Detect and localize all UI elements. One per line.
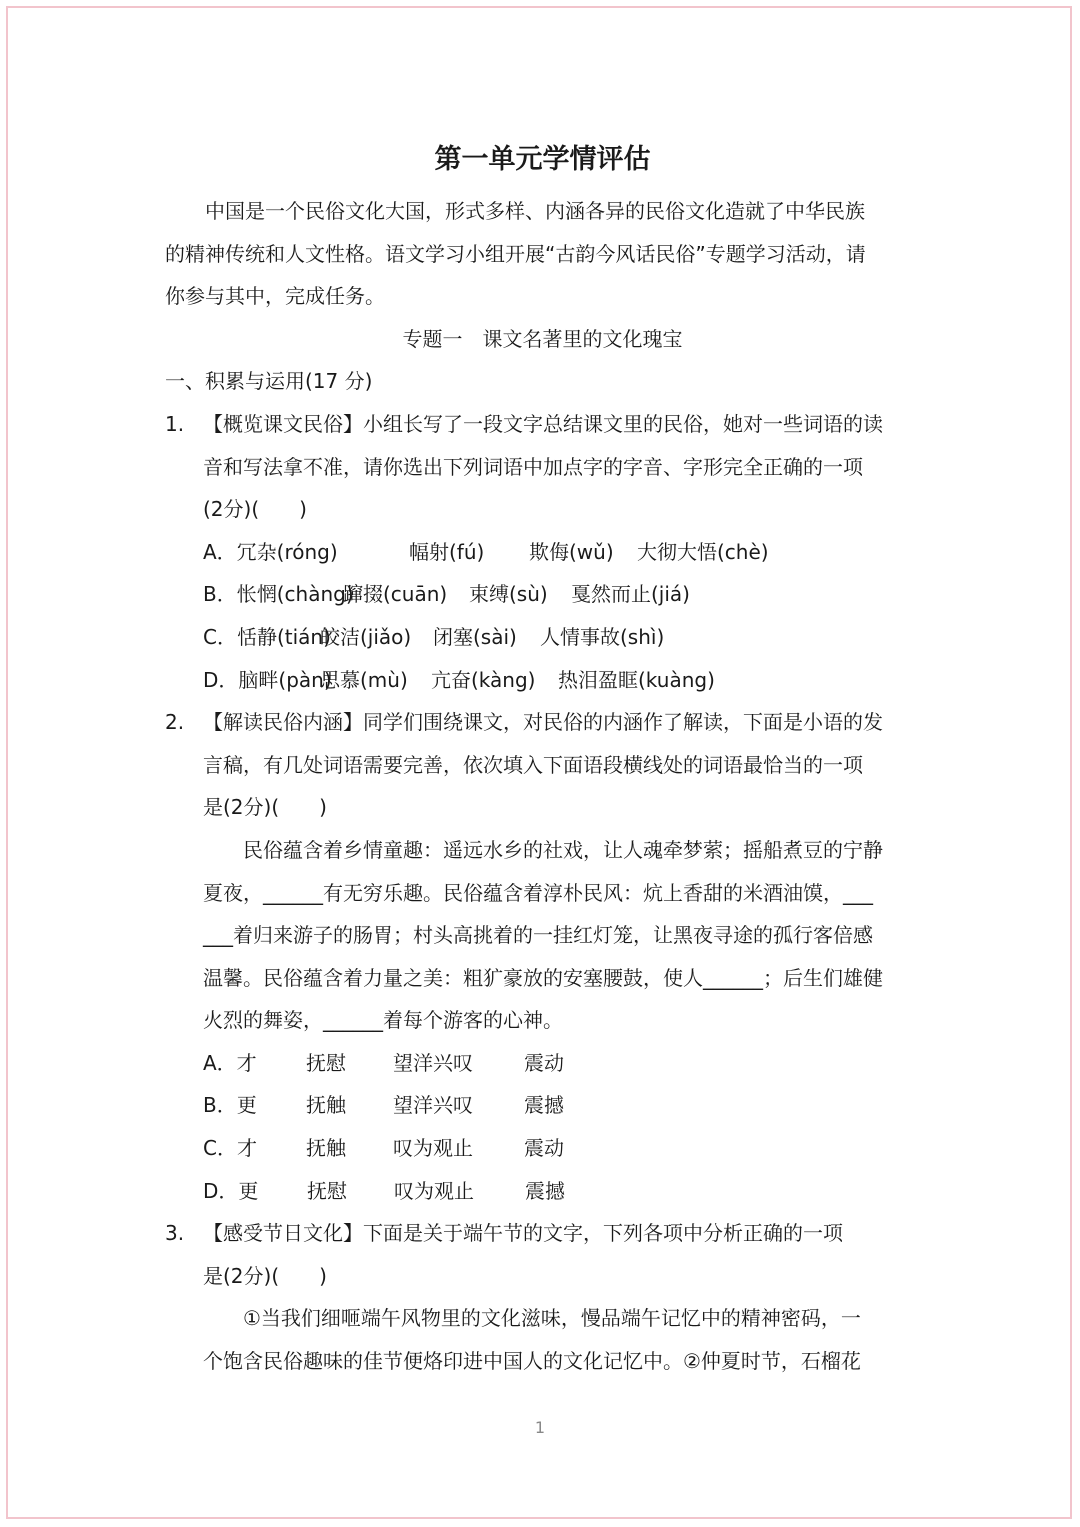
option-word: 蹿掇(cuān) <box>343 582 448 607</box>
passage-line: 温馨。民俗蕴含着力量之美：粗犷豪放的安塞腰鼓，使人______；后生们雄健 <box>203 965 883 990</box>
passage-line: 个饱含民俗趣味的佳节便烙印进中国人的文化记忆中。②仲夏时节，石榴花 <box>203 1349 861 1374</box>
option-word: 震动 <box>524 1136 564 1161</box>
passage-line: ①当我们细咂端午风物里的文化滋味，慢品端午记忆中的精神密码，一 <box>243 1306 861 1331</box>
question-1 <box>165 403 920 531</box>
option-b <box>165 1084 920 1127</box>
option-word: 望洋兴叹 <box>393 1050 473 1075</box>
passage-line: 民俗蕴含着乡情童趣：遥远水乡的社戏，让人魂牵梦萦；摇船煮豆的宁静 <box>243 837 883 862</box>
option-word: 抚慰 <box>306 1050 346 1075</box>
option-word: 闭塞(sài) <box>433 624 517 649</box>
option-word: 欺侮(wǔ) <box>529 539 614 564</box>
question-3-passage <box>165 1297 920 1382</box>
option-word: D．更 <box>203 1178 259 1203</box>
question-number: 3. <box>165 1221 185 1246</box>
question-text-line: 言稿，有几处词语需要完善，依次填入下面语段横线处的词语最恰当的一项 <box>203 752 863 777</box>
option-word: A．冗杂(róng) <box>203 539 338 564</box>
option-word: 束缚(sù) <box>469 582 548 607</box>
question-text-line: 【概览课文民俗】小组长写了一段文字总结课文里的民俗，她对一些词语的读 <box>203 411 883 436</box>
option-c <box>165 1127 920 1170</box>
option-word: 亢奋(kàng) <box>431 667 536 692</box>
option-word: A．才 <box>203 1050 257 1075</box>
option-word: C．才 <box>203 1136 257 1161</box>
option-word: 抚触 <box>306 1093 346 1118</box>
option-d <box>165 659 920 702</box>
intro-line: 中国是一个民俗文化大国，形式多样、内涵各异的民俗文化造就了中华民族 <box>205 199 865 223</box>
question-text-line: 【解读民俗内涵】同学们围绕课文，对民俗的内涵作了解读，下面是小语的发 <box>203 710 883 735</box>
passage-line: 夏夜，______有无穷乐趣。民俗蕴含着淳朴民风：炕上香甜的米酒油馍，___ <box>203 880 873 905</box>
topic-heading: 专题一 课文名著里的文化瑰宝 <box>402 326 683 351</box>
passage-line: 火烈的舞姿，______着每个游客的心神。 <box>203 1008 563 1033</box>
option-word: 震动 <box>524 1050 564 1075</box>
question-2 <box>165 701 920 829</box>
question-number: 2. <box>165 710 185 735</box>
option-word: 热泪盈眶(kuàng) <box>558 667 715 692</box>
option-word: 皎洁(jiǎo) <box>320 624 412 649</box>
question-text-line: 是(2分)( ) <box>203 1263 327 1288</box>
option-word: 叹为观止 <box>394 1178 474 1203</box>
option-word: 抚触 <box>306 1136 346 1161</box>
question-2-passage <box>165 829 920 1042</box>
question-text-line: (2分)( ) <box>203 497 307 522</box>
option-a <box>165 1042 920 1085</box>
option-word: 思慕(mù) <box>320 667 408 692</box>
option-word: 叹为观止 <box>393 1136 473 1161</box>
option-word: 震撼 <box>524 1093 564 1118</box>
intro-paragraph <box>165 190 920 318</box>
question-text-line: 是(2分)( ) <box>203 795 327 820</box>
page-title: 第一单元学情评估 <box>434 144 651 175</box>
question-text-line: 音和写法拿不准，请你选出下列词语中加点字的字音、字形完全正确的一项 <box>203 454 863 479</box>
document-body <box>165 130 920 1383</box>
option-word: 抚慰 <box>307 1178 347 1203</box>
option-c <box>165 616 920 659</box>
option-word: 震撼 <box>525 1178 565 1203</box>
option-word: 望洋兴叹 <box>393 1093 473 1118</box>
option-word: B．怅惘(chàng) <box>203 582 354 607</box>
option-word: B．更 <box>203 1093 257 1118</box>
intro-line: 的精神传统和人文性格。语文学习小组开展“古韵今风话民俗”专题学习活动，请 <box>165 241 866 266</box>
option-word: 幅射(fú) <box>409 539 485 564</box>
option-b <box>165 573 920 616</box>
intro-line: 你参与其中，完成任务。 <box>165 284 385 309</box>
option-word: 人情事故(shì) <box>540 624 665 649</box>
option-word: C．恬静(tián) <box>203 624 331 649</box>
section-heading: 一、积累与运用(17 分) <box>165 369 373 394</box>
question-3 <box>165 1212 920 1297</box>
page-number: 1 <box>534 1418 546 1437</box>
option-d <box>165 1170 920 1213</box>
option-word: 大彻大悟(chè) <box>637 539 769 564</box>
passage-line: ___着归来游子的肠胃；村头高挑着的一挂红灯笼，让黑夜寻途的孤行客倍感 <box>203 923 873 948</box>
question-number: 1. <box>165 411 185 436</box>
option-word: 戛然而止(jiá) <box>571 582 690 607</box>
option-a <box>165 531 920 574</box>
question-text-line: 【感受节日文化】下面是关于端午节的文字，下列各项中分析正确的一项 <box>203 1221 843 1246</box>
option-word: D．脑畔(pàn) <box>203 667 332 692</box>
